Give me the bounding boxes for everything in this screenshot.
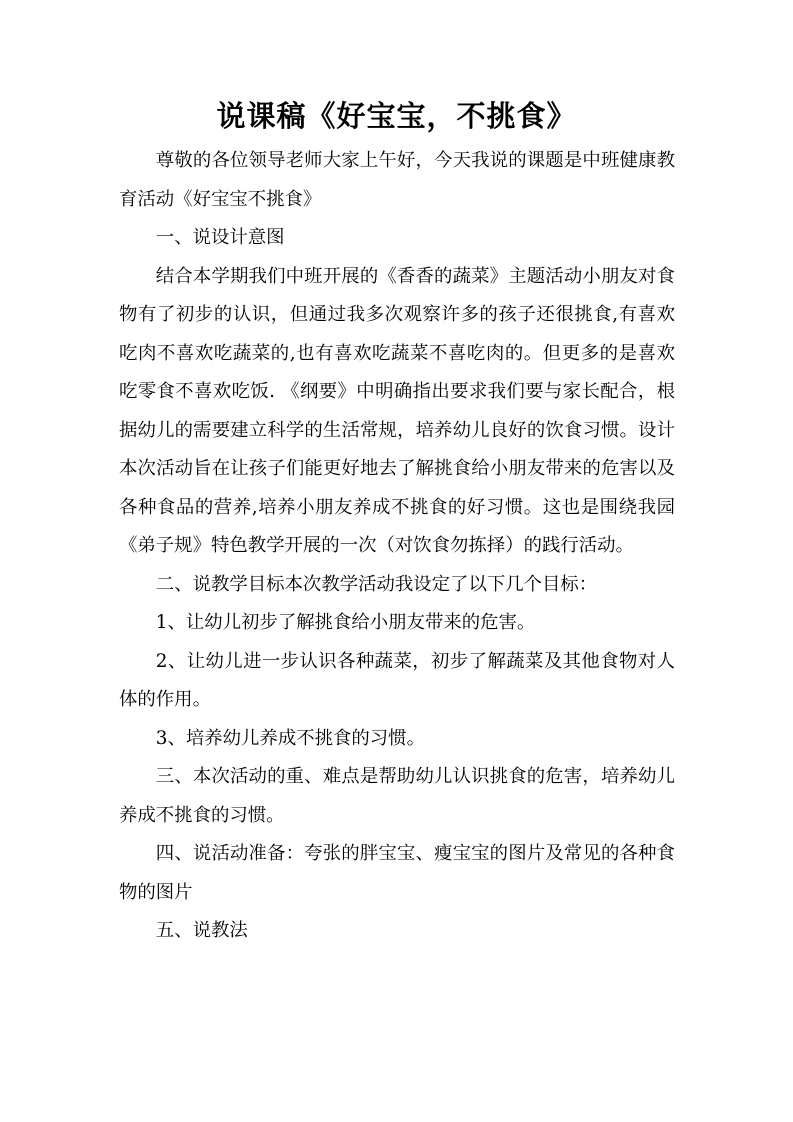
paragraph-preparation: 四、说活动准备：夸张的胖宝宝、瘦宝宝的图片及常见的各种食物的图片: [119, 843, 675, 903]
paragraph-key-points: 三、本次活动的重、难点是帮助幼儿认识挑食的危害，培养幼儿养成不挑食的习惯。: [119, 766, 675, 826]
paragraph-greeting: 尊敬的各位领导老师大家上午好，今天我说的课题是中班健康教育活动《好宝宝不挑食》: [119, 150, 675, 210]
page-title: 说课稿《好宝宝，不挑食》: [216, 99, 577, 133]
section-heading-design-intent: 一、说设计意图: [155, 227, 285, 248]
goal-item-3: 3、培养幼儿养成不挑食的习惯。: [155, 727, 425, 749]
goal-item-2: 2、让幼儿进一步认识各种蔬菜，初步了解蔬菜及其他食物对人体的作用。: [119, 650, 675, 710]
section-heading-teaching-method: 五、说教法: [155, 920, 248, 941]
document-body: [119, 142, 675, 951]
section-heading-teaching-goals: 二、说教学目标本次教学活动我设定了以下几个目标：: [155, 573, 598, 595]
goal-item-1: 1、让幼儿初步了解挑食给小朋友带来的危害。: [155, 612, 536, 633]
paragraph-design-intent: 结合本学期我们中班开展的《香香的蔬菜》主题活动小朋友对食物有了初步的认识，但通过我多次观察许多的孩子还很挑食,有喜欢吃肉不喜欢吃蔬菜的,也有喜欢吃蔬菜不喜吃肉的。但更多的是喜欢吃零食不喜欢吃饭. 《纲要》中明确指出要求我们要与家长配合，根据幼儿的需要建立科学的生活常规，培养幼儿良好的饮食习惯。设计本次活动旨在让孩子们能更好地去了解挑食给小朋友带来的危害以及各种食品的营养,培养小朋友养成不挑食的好习惯。这也是围绕我园《弟子规》特色教学开展的一次（对饮食勿拣择）的践行活动。: [119, 265, 675, 556]
